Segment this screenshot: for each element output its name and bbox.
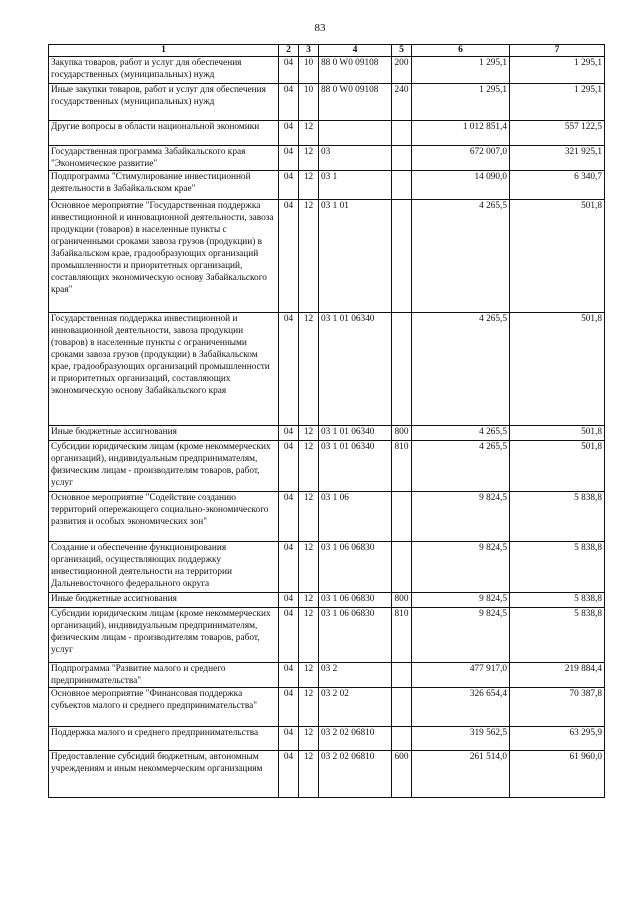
expense-type-code	[392, 663, 412, 688]
header-cell: 6	[412, 45, 510, 57]
expense-type-code: 810	[392, 441, 412, 492]
subsection-code: 12	[299, 121, 319, 146]
section-code: 04	[279, 146, 299, 171]
amount-col6: 1 295,1	[412, 84, 510, 121]
amount-col6: 4 265,5	[412, 200, 510, 313]
subsection-code: 12	[299, 608, 319, 663]
item-name: Подпрограмма "Развитие малого и среднего предпринимательства"	[49, 663, 279, 688]
header-cell: 5	[392, 45, 412, 57]
item-name: Государственная поддержка инвестиционной и инновационной деятельности, завоза продукции (товаров) в населенные пункты с ограниченными сроками завоза грузов (продукции) в Забайкальском крае, градообразующих организаций промышленности и приоритетных организаций, составляющих экономическую основу Забайкальского края	[49, 313, 279, 426]
target-article-code: 88 0 W0 09108	[319, 57, 392, 84]
amount-col6: 9 824,5	[412, 608, 510, 663]
section-code: 04	[279, 121, 299, 146]
expense-type-code	[392, 146, 412, 171]
amount-col7: 501,8	[510, 313, 605, 426]
subsection-code: 10	[299, 57, 319, 84]
item-name: Субсидии юридическим лицам (кроме некоммерческих организаций), индивидуальным предпринимателям, физическим лицам - производителям товаров, работ, услуг	[49, 441, 279, 492]
expense-type-code	[392, 121, 412, 146]
amount-col6: 1 295,1	[412, 57, 510, 84]
section-code: 04	[279, 171, 299, 200]
item-name: Закупка товаров, работ и услуг для обеспечения государственных (муниципальных) нужд	[49, 57, 279, 84]
item-name: Поддержка малого и среднего предпринимательства	[49, 727, 279, 751]
subsection-code: 12	[299, 426, 319, 441]
table-row	[49, 542, 605, 593]
subsection-code: 12	[299, 313, 319, 426]
amount-col7: 6 340,7	[510, 171, 605, 200]
subsection-code: 12	[299, 542, 319, 593]
target-article-code: 03 1 06	[319, 492, 392, 542]
table-row	[49, 84, 605, 121]
target-article-code: 03 1 06 06830	[319, 608, 392, 663]
header-cell: 4	[319, 45, 392, 57]
item-name: Иные бюджетные ассигнования	[49, 426, 279, 441]
table-row	[49, 441, 605, 492]
header-cell: 7	[510, 45, 605, 57]
table-row	[49, 171, 605, 200]
header-cell: 1	[49, 45, 279, 57]
expense-type-code	[392, 688, 412, 727]
amount-col6: 9 824,5	[412, 542, 510, 593]
expense-type-code: 800	[392, 426, 412, 441]
amount-col6: 326 654,4	[412, 688, 510, 727]
target-article-code: 03 2 02 06810	[319, 751, 392, 798]
section-code: 04	[279, 593, 299, 608]
section-code: 04	[279, 727, 299, 751]
section-code: 04	[279, 492, 299, 542]
expense-type-code	[392, 727, 412, 751]
item-name: Основное мероприятие "Финансовая поддержка субъектов малого и среднего предпринимательства"	[49, 688, 279, 727]
table-row	[49, 200, 605, 313]
subsection-code: 12	[299, 492, 319, 542]
table-row	[49, 751, 605, 798]
amount-col6: 672 007,0	[412, 146, 510, 171]
expense-type-code	[392, 313, 412, 426]
amount-col6: 477 917,0	[412, 663, 510, 688]
amount-col7: 219 884,4	[510, 663, 605, 688]
budget-table	[48, 44, 605, 798]
table-row	[49, 146, 605, 171]
item-name: Основное мероприятие "Содействие созданию территорий опережающего социально-экономического развития и особых экономических зон"	[49, 492, 279, 542]
item-name: Иные закупки товаров, работ и услуг для обеспечения государственных (муниципальных) нужд	[49, 84, 279, 121]
amount-col7: 5 838,8	[510, 593, 605, 608]
amount-col7: 1 295,1	[510, 84, 605, 121]
amount-col7: 5 838,8	[510, 542, 605, 593]
subsection-code: 12	[299, 688, 319, 727]
page-number: 83	[314, 22, 326, 34]
amount-col7: 501,8	[510, 441, 605, 492]
target-article-code: 03 1 06 06830	[319, 593, 392, 608]
section-code: 04	[279, 313, 299, 426]
item-name: Другие вопросы в области национальной экономики	[49, 121, 279, 146]
amount-col6: 4 265,5	[412, 426, 510, 441]
amount-col6: 1 012 851,4	[412, 121, 510, 146]
section-code: 04	[279, 200, 299, 313]
target-article-code: 03	[319, 146, 392, 171]
target-article-code: 03 2 02 06810	[319, 727, 392, 751]
amount-col7: 1 295,1	[510, 57, 605, 84]
amount-col7: 5 838,8	[510, 492, 605, 542]
section-code: 04	[279, 441, 299, 492]
target-article-code: 03 1	[319, 171, 392, 200]
table-row	[49, 492, 605, 542]
target-article-code: 03 1 06 06830	[319, 542, 392, 593]
table-row	[49, 593, 605, 608]
amount-col6: 9 824,5	[412, 593, 510, 608]
section-code: 04	[279, 751, 299, 798]
amount-col7: 501,8	[510, 426, 605, 441]
header-cell: 3	[299, 45, 319, 57]
item-name: Субсидии юридическим лицам (кроме некоммерческих организаций), индивидуальным предпринимателям, физическим лицам - производителям товаров, работ, услуг	[49, 608, 279, 663]
expense-type-code: 240	[392, 84, 412, 121]
item-name: Подпрограмма "Стимулирование инвестиционной деятельности в Забайкальском крае"	[49, 171, 279, 200]
target-article-code: 03 1 01 06340	[319, 426, 392, 441]
amount-col7: 5 838,8	[510, 608, 605, 663]
expense-type-code: 600	[392, 751, 412, 798]
subsection-code: 12	[299, 146, 319, 171]
section-code: 04	[279, 426, 299, 441]
section-code: 04	[279, 57, 299, 84]
expense-type-code	[392, 171, 412, 200]
expense-type-code: 810	[392, 608, 412, 663]
item-name: Государственная программа Забайкальского края "Экономическое развитие"	[49, 146, 279, 171]
subsection-code: 12	[299, 751, 319, 798]
expense-type-code: 800	[392, 593, 412, 608]
table-row	[49, 121, 605, 146]
amount-col6: 4 265,5	[412, 313, 510, 426]
header-row	[49, 45, 605, 57]
target-article-code: 03 2	[319, 663, 392, 688]
expense-type-code	[392, 492, 412, 542]
item-name: Основное мероприятие "Государственная поддержка инвестиционной и инновационной деятельности, завоза продукции (товаров) в населенные пункты с ограниченными сроками завоза грузов (продукции) в Забайкальском крае, градообразующих организаций промышленности и приоритетных организаций, составляющих экономическую основу Забайкальского края"	[49, 200, 279, 313]
section-code: 04	[279, 688, 299, 727]
amount-col6: 261 514,0	[412, 751, 510, 798]
section-code: 04	[279, 542, 299, 593]
section-code: 04	[279, 663, 299, 688]
target-article-code	[319, 121, 392, 146]
subsection-code: 12	[299, 171, 319, 200]
target-article-code: 03 2 02	[319, 688, 392, 727]
table-row	[49, 57, 605, 84]
subsection-code: 12	[299, 593, 319, 608]
subsection-code: 12	[299, 200, 319, 313]
subsection-code: 12	[299, 663, 319, 688]
table-row	[49, 608, 605, 663]
amount-col6: 319 562,5	[412, 727, 510, 751]
amount-col7: 501,8	[510, 200, 605, 313]
expense-type-code	[392, 200, 412, 313]
subsection-code: 12	[299, 441, 319, 492]
subsection-code: 10	[299, 84, 319, 121]
amount-col7: 557 122,5	[510, 121, 605, 146]
section-code: 04	[279, 84, 299, 121]
table-row	[49, 727, 605, 751]
table-row	[49, 426, 605, 441]
amount-col6: 4 265,5	[412, 441, 510, 492]
subsection-code: 12	[299, 727, 319, 751]
target-article-code: 03 1 01 06340	[319, 441, 392, 492]
target-article-code: 03 1 01 06340	[319, 313, 392, 426]
item-name: Предоставление субсидий бюджетным, автономным учреждениям и иным некоммерческим организациям	[49, 751, 279, 798]
expense-type-code: 200	[392, 57, 412, 84]
target-article-code: 88 0 W0 09108	[319, 84, 392, 121]
amount-col6: 14 090,0	[412, 171, 510, 200]
item-name: Иные бюджетные ассигнования	[49, 593, 279, 608]
amount-col6: 9 824,5	[412, 492, 510, 542]
expense-type-code	[392, 542, 412, 593]
table-row	[49, 313, 605, 426]
header-cell: 2	[279, 45, 299, 57]
table-row	[49, 663, 605, 688]
amount-col7: 63 295,9	[510, 727, 605, 751]
target-article-code: 03 1 01	[319, 200, 392, 313]
item-name: Создание и обеспечение функционирования организаций, осуществляющих поддержку инвестиционной деятельности на территории Дальневосточного федерального округа	[49, 542, 279, 593]
amount-col7: 321 925,1	[510, 146, 605, 171]
amount-col7: 61 960,0	[510, 751, 605, 798]
section-code: 04	[279, 608, 299, 663]
amount-col7: 70 387,8	[510, 688, 605, 727]
table-row	[49, 688, 605, 727]
